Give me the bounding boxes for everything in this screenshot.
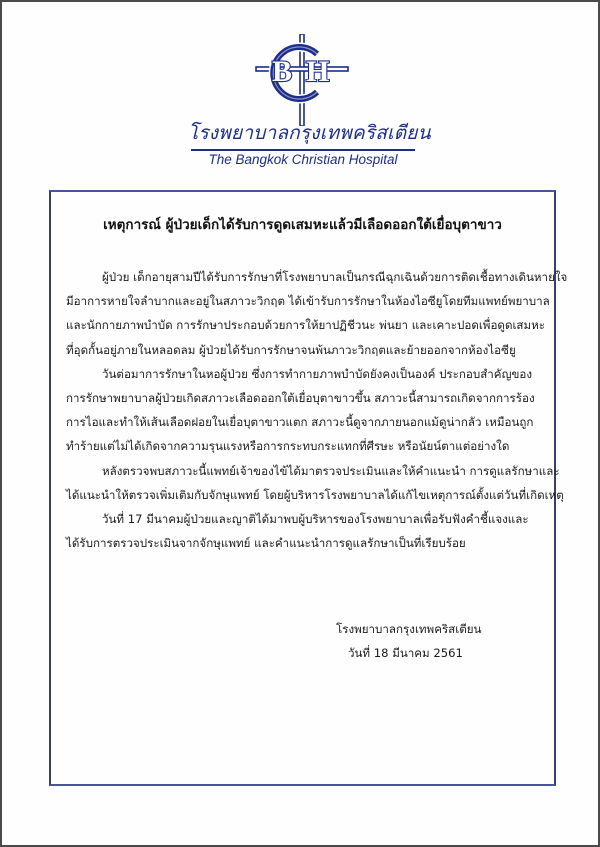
body-line: หลังตรวจพบสภาวะนี้แพทย์เจ้าของไข้ได้มาตรวจประเมินและให้คำแนะนำ การดูแลรักษาและ: [102, 463, 560, 478]
body-line: ได้รับการตรวจประเมินจากจักษุแพทย์ และคำแนะนำการดูแลรักษาเป็นที่เรียบร้อย: [66, 536, 466, 551]
hospital-logo: [2, 2, 600, 172]
signature-block: [336, 617, 536, 665]
body-line: ที่อุดกั้นอยู่ภายในหลอดลม ผู้ป่วยได้รับการรักษาจนพ้นภาวะวิกฤตและย้ายออกจากห้องไอซียู: [66, 342, 516, 357]
body-line: วันที่ 17 มีนาคมผู้ป่วยและญาติได้มาพบผู้บริหารของโรงพยาบาลเพื่อรับฟังคำชี้แจงและ: [102, 511, 529, 526]
body-line: วันต่อมาการรักษาในหอผู้ป่วย ซึ่งการทำกายภาพบำบัดยังคงเป็นองค์ ประกอบสำคัญของ: [102, 366, 532, 381]
signature-organization: โรงพยาบาลกรุงเทพคริสเตียน: [336, 622, 482, 636]
signature-date: วันที่ 18 มีนาคม 2561: [348, 646, 463, 660]
hospital-name-english: The Bangkok Christian Hospital: [208, 152, 398, 167]
body-line: การไอและทำให้เส้นเลือดฝอยในเยื่อบุตาขาวแตก สภาวะนี้ดูจากภายนอกแม้ดูน่ากลัว เหมือนถูก: [66, 415, 534, 430]
statement-title: เหตุการณ์ ผู้ป่วยเด็กได้รับการดูดเสมหะแล้วมีเลือดออกใต้เยื่อบุตาขาว: [103, 217, 502, 233]
body-line: และนักกายภาพบำบัด การรักษาประกอบด้วยการให้ยาปฏิชีวนะ พ่นยา และเคาะปอดเพื่อดูดเสมหะ: [66, 318, 546, 333]
body-line: ผู้ป่วย เด็กอายุสามปีได้รับการรักษาที่โรงพยาบาลเป็นกรณีฉุกเฉินด้วยการติดเชื้อทางเดินหายใจ: [102, 270, 568, 284]
svg-text:B: B: [272, 55, 293, 88]
hospital-name-thai: โรงพยาบาลกรุงเทพคริสเตียน: [188, 123, 431, 144]
svg-text:H: H: [306, 55, 330, 88]
cross-monogram-icon: [254, 34, 350, 126]
logo-divider: [191, 149, 415, 151]
body-line: ทำร้ายแต่ไม่ได้เกิดจากความรุนแรงหรือการกระทบกระแทกที่ศีรษะ หรือนัยน์ตาแต่อย่างใด: [66, 439, 510, 454]
statement-box: [49, 190, 568, 786]
body-line: การรักษาพยาบาลผู้ป่วยเกิดสภาวะเลือดออกใต้เยื่อบุตาขาวขึ้น สภาวะนี้สามารถเกิดจากการร้อง: [66, 390, 535, 405]
body-line: มีอาการหายใจลำบากและอยู่ในสภาวะวิกฤต ได้เข้ารับการรักษาในห้องไอซียูโดยทีมแพทย์พยาบาล: [66, 294, 550, 309]
body-line: ได้แนะนำให้ตรวจเพิ่มเติมกับจักษุแพทย์ โดยผู้บริหารโรงพยาบาลได้แก้ไขเหตุการณ์ตั้งแต่วันที่เกิดเหตุ: [66, 487, 564, 502]
statement-body: [66, 265, 568, 555]
